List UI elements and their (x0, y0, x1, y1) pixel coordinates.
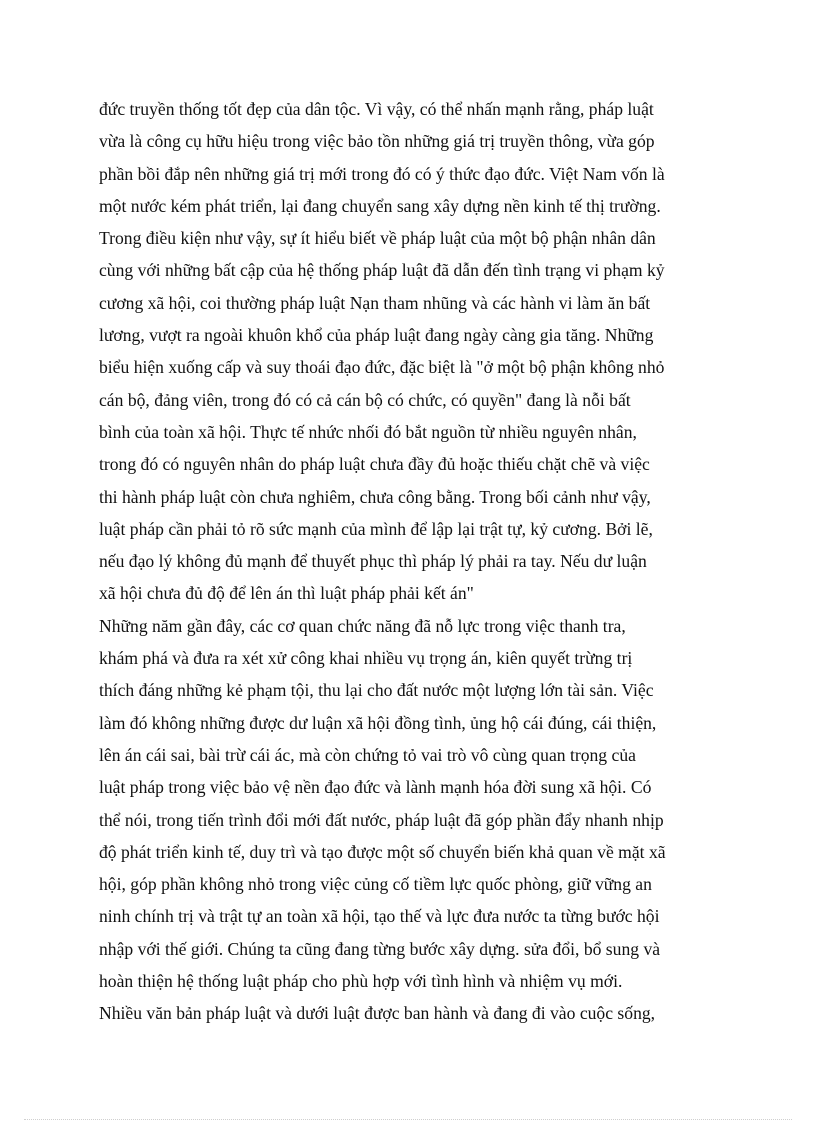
text-line: làm đó không những được dư luận xã hội đồng tình, ủng hộ cái đúng, cái thiện, (99, 712, 657, 733)
text-line: Nhiều văn bản pháp luật và dưới luật được ban hành và đang đi vào cuộc sống, (99, 1003, 656, 1024)
text-line: thi hành pháp luật còn chưa nghiêm, chưa công bằng. Trong bối cảnh như vậy, (99, 486, 651, 507)
text-line: luật pháp trong việc bảo vệ nền đạo đức và lành mạnh hóa đời sung xã hội. Có (99, 777, 652, 798)
text-line: phần bồi đắp nên những giá trị mới trong đó có ý thức đạo đức. Việt Nam vốn là (99, 163, 665, 184)
text-line: vừa là công cụ hữu hiệu trong việc bảo tồn những giá trị truyền thông, vừa góp (99, 131, 655, 152)
text-line: hội, góp phần không nhỏ trong việc củng cố tiềm lực quốc phòng, giữ vững an (99, 874, 652, 895)
text-line: cán bộ, đảng viên, trong đó có cả cán bộ có chức, có quyền" đang là nỗi bất (99, 389, 631, 410)
text-line: lương, vượt ra ngoài khuôn khổ của pháp luật đang ngày càng gia tăng. Những (99, 325, 654, 346)
text-line: thể nói, trong tiến trình đổi mới đất nước, pháp luật đã góp phần đẩy nhanh nhịp (99, 809, 664, 830)
text-line: thích đáng những kẻ phạm tội, thu lại cho đất nước một lượng lớn tài sản. Việc (99, 680, 654, 701)
text-line: biểu hiện xuống cấp và suy thoái đạo đức, đặc biệt là "ở một bộ phận không nhỏ (99, 357, 665, 378)
text-line: cùng với những bất cập của hệ thống pháp luật đã dẫn đến tình trạng vi phạm kỷ (99, 260, 665, 281)
text-line: bình của toàn xã hội. Thực tế nhức nhối đó bắt nguồn từ nhiều nguyên nhân, (99, 421, 637, 442)
text-line: một nước kém phát triển, lại đang chuyển sang xây dựng nền kinh tế thị trường. (99, 195, 661, 216)
text-line: ninh chính trị và trật tự an toàn xã hội, tạo thế và lực đưa nước ta từng bước hội (99, 906, 660, 927)
body-text (99, 93, 739, 1030)
paragraph-start-line: Những năm gần đây, các cơ quan chức năng đã nỗ lực trong việc thanh tra, (99, 615, 626, 636)
text-line: cương xã hội, coi thường pháp luật Nạn tham nhũng và các hành vi làm ăn bất (99, 292, 651, 313)
text-line: trong đó có nguyên nhân do pháp luật chưa đầy đủ hoặc thiếu chặt chẽ và việc (99, 454, 650, 475)
text-line: đức truyền thống tốt đẹp của dân tộc. Vì vậy, có thể nhấn mạnh rằng, pháp luật (99, 99, 654, 119)
text-line: Trong điều kiện như vậy, sự ít hiểu biết về pháp luật của một bộ phận nhân dân (99, 228, 656, 249)
text-line: hoàn thiện hệ thống luật pháp cho phù hợp với tình hình và nhiệm vụ mới. (99, 971, 623, 992)
text-line: xã hội chưa đủ độ để lên án thì luật pháp phải kết án" (99, 583, 474, 604)
page-bottom-divider (24, 1119, 792, 1120)
text-line: lên án cái sai, bài trừ cái ác, mà còn chứng tỏ vai trò vô cùng quan trọng của (99, 744, 636, 765)
text-line: khám phá và đưa ra xét xử công khai nhiều vụ trọng án, kiên quyết trừng trị (99, 648, 633, 669)
text-line: độ phát triển kinh tế, duy trì và tạo được một số chuyển biến khả quan về mặt xã (99, 841, 666, 862)
text-line: nếu đạo lý không đủ mạnh để thuyết phục thì pháp lý phải ra tay. Nếu dư luận (99, 551, 647, 572)
text-line: nhập với thế giới. Chúng ta cũng đang từng bước xây dựng. sửa đổi, bổ sung và (99, 938, 661, 959)
text-line: luật pháp cần phải tỏ rõ sức mạnh của mình để lập lại trật tự, kỷ cương. Bởi lẽ, (99, 518, 653, 539)
